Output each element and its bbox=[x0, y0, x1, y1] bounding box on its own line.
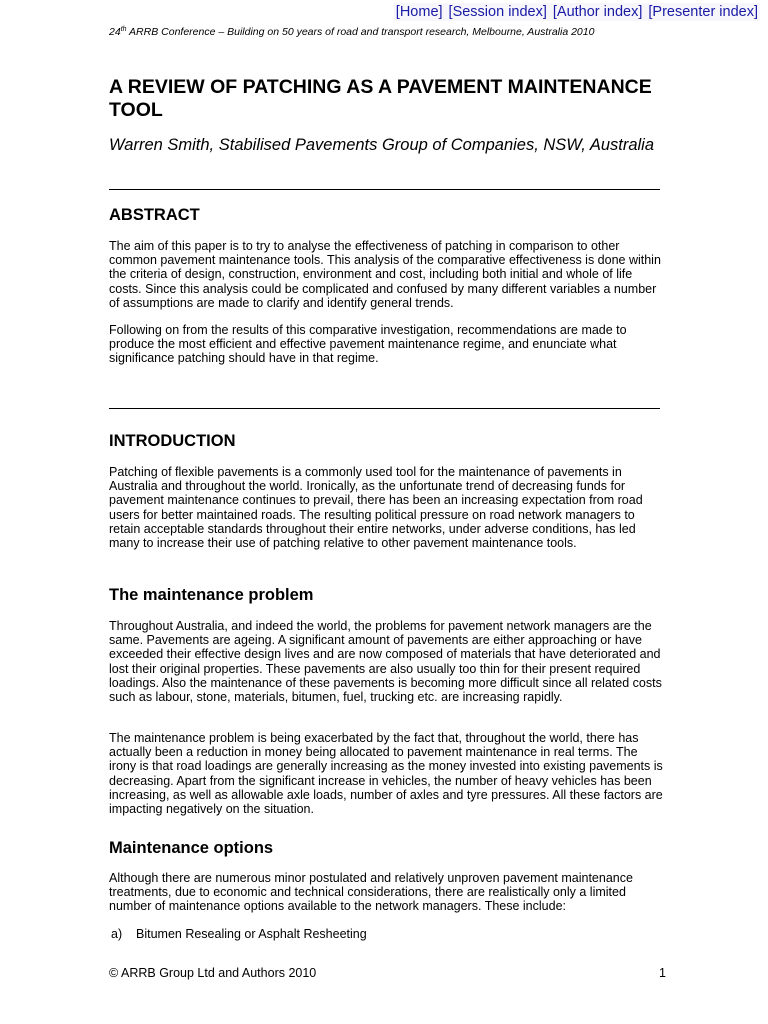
author-index-link[interactable]: [Author index] bbox=[552, 4, 643, 20]
maintenance-problem-paragraph-2: The maintenance problem is being exacerbated by the fact that, throughout the world, there has actually been a reduction in money being allocated to pavement maintenance in real terms. The irony is that road loadings are generally increasing as the money invested into existing pavements is decreasing. Apart from the significant increase in vehicles, the number of heavy vehicles has been increasing, as well as allowable axle loads, number of axles and tyre pressures. All these factors are impacting negatively on the situation. bbox=[109, 731, 663, 817]
list-item bbox=[111, 927, 651, 941]
abstract-heading: ABSTRACT bbox=[109, 206, 200, 224]
paper-title: A REVIEW OF PATCHING AS A PAVEMENT MAINTENANCE TOOL bbox=[109, 76, 652, 121]
abstract-paragraph-2: Following on from the results of this comparative investigation, recommendations are made to produce the most efficient and effective pavement maintenance regime, and enunciate what significance patching should have in that regime. bbox=[109, 323, 627, 366]
divider-top bbox=[109, 189, 660, 190]
presenter-index-link[interactable]: [Presenter index] bbox=[648, 4, 758, 20]
session-index-link[interactable]: [Session index] bbox=[448, 4, 547, 20]
introduction-heading: INTRODUCTION bbox=[109, 432, 236, 450]
introduction-paragraph-1: Patching of flexible pavements is a commonly used tool for the maintenance of pavements in Australia and throughout the world. Ironically, as the unfortunate trend of decreasing funds for pavement maintenance continues to prevail, there has been an increasing expectation from road users for better maintained roads. The resulting political pressure on road network managers to retain acceptable standards throughout their entire networks, under adverse conditions, has led many to increase their use of patching relative to other pavement maintenance tools. bbox=[109, 465, 643, 551]
footer-page-number: 1 bbox=[659, 966, 666, 980]
conference-ordinal-suffix: th bbox=[120, 26, 127, 33]
maintenance-options-heading: Maintenance options bbox=[109, 839, 274, 857]
conference-header bbox=[109, 26, 669, 39]
divider-abstract bbox=[109, 408, 660, 409]
list-item-text: Bitumen Resealing or Asphalt Resheeting bbox=[136, 927, 367, 941]
conference-description: ARRB Conference – Building on 50 years of road and transport research, Melbourne, Australia 2010 bbox=[126, 26, 595, 38]
paper-author: Warren Smith, Stabilised Pavements Group of Companies, NSW, Australia bbox=[109, 136, 655, 154]
footer-copyright: © ARRB Group Ltd and Authors 2010 bbox=[109, 966, 317, 980]
conference-number: 24 bbox=[109, 26, 121, 38]
abstract-paragraph-1: The aim of this paper is to try to analyse the effectiveness of patching in comparison to other common pavement maintenance tools. This analysis of the comparative effectiveness is done within the criteria of design, construction, environment and cost, including both initial and whole of life costs. Since this analysis could be complicated and confused by many different variables a number of assumptions are made to clarify and identify general trends. bbox=[109, 239, 661, 310]
home-link[interactable]: [Home] bbox=[395, 4, 443, 20]
maintenance-options-paragraph-1: Although there are numerous minor postulated and relatively unproven pavement maintenance treatments, due to economic and technical considerations, there are realistically only a limited number of maintenance options available to the network managers. These include: bbox=[109, 871, 633, 914]
maintenance-problem-heading: The maintenance problem bbox=[109, 586, 314, 604]
list-item-marker: a) bbox=[111, 927, 123, 941]
maintenance-problem-paragraph-1: Throughout Australia, and indeed the world, the problems for pavement network managers are the same. Pavements are ageing. A significant amount of pavements are either approaching or have exceeded their effective design lives and are now composed of materials that have deteriorated and lost their original properties. These pavements are also usually too thin for their present required loadings. Also the maintenance of these pavements is becoming more difficult since all related costs such as labour, stone, materials, bitumen, fuel, trucking etc. are increasing rapidly. bbox=[109, 619, 662, 705]
index-nav bbox=[394, 3, 760, 21]
